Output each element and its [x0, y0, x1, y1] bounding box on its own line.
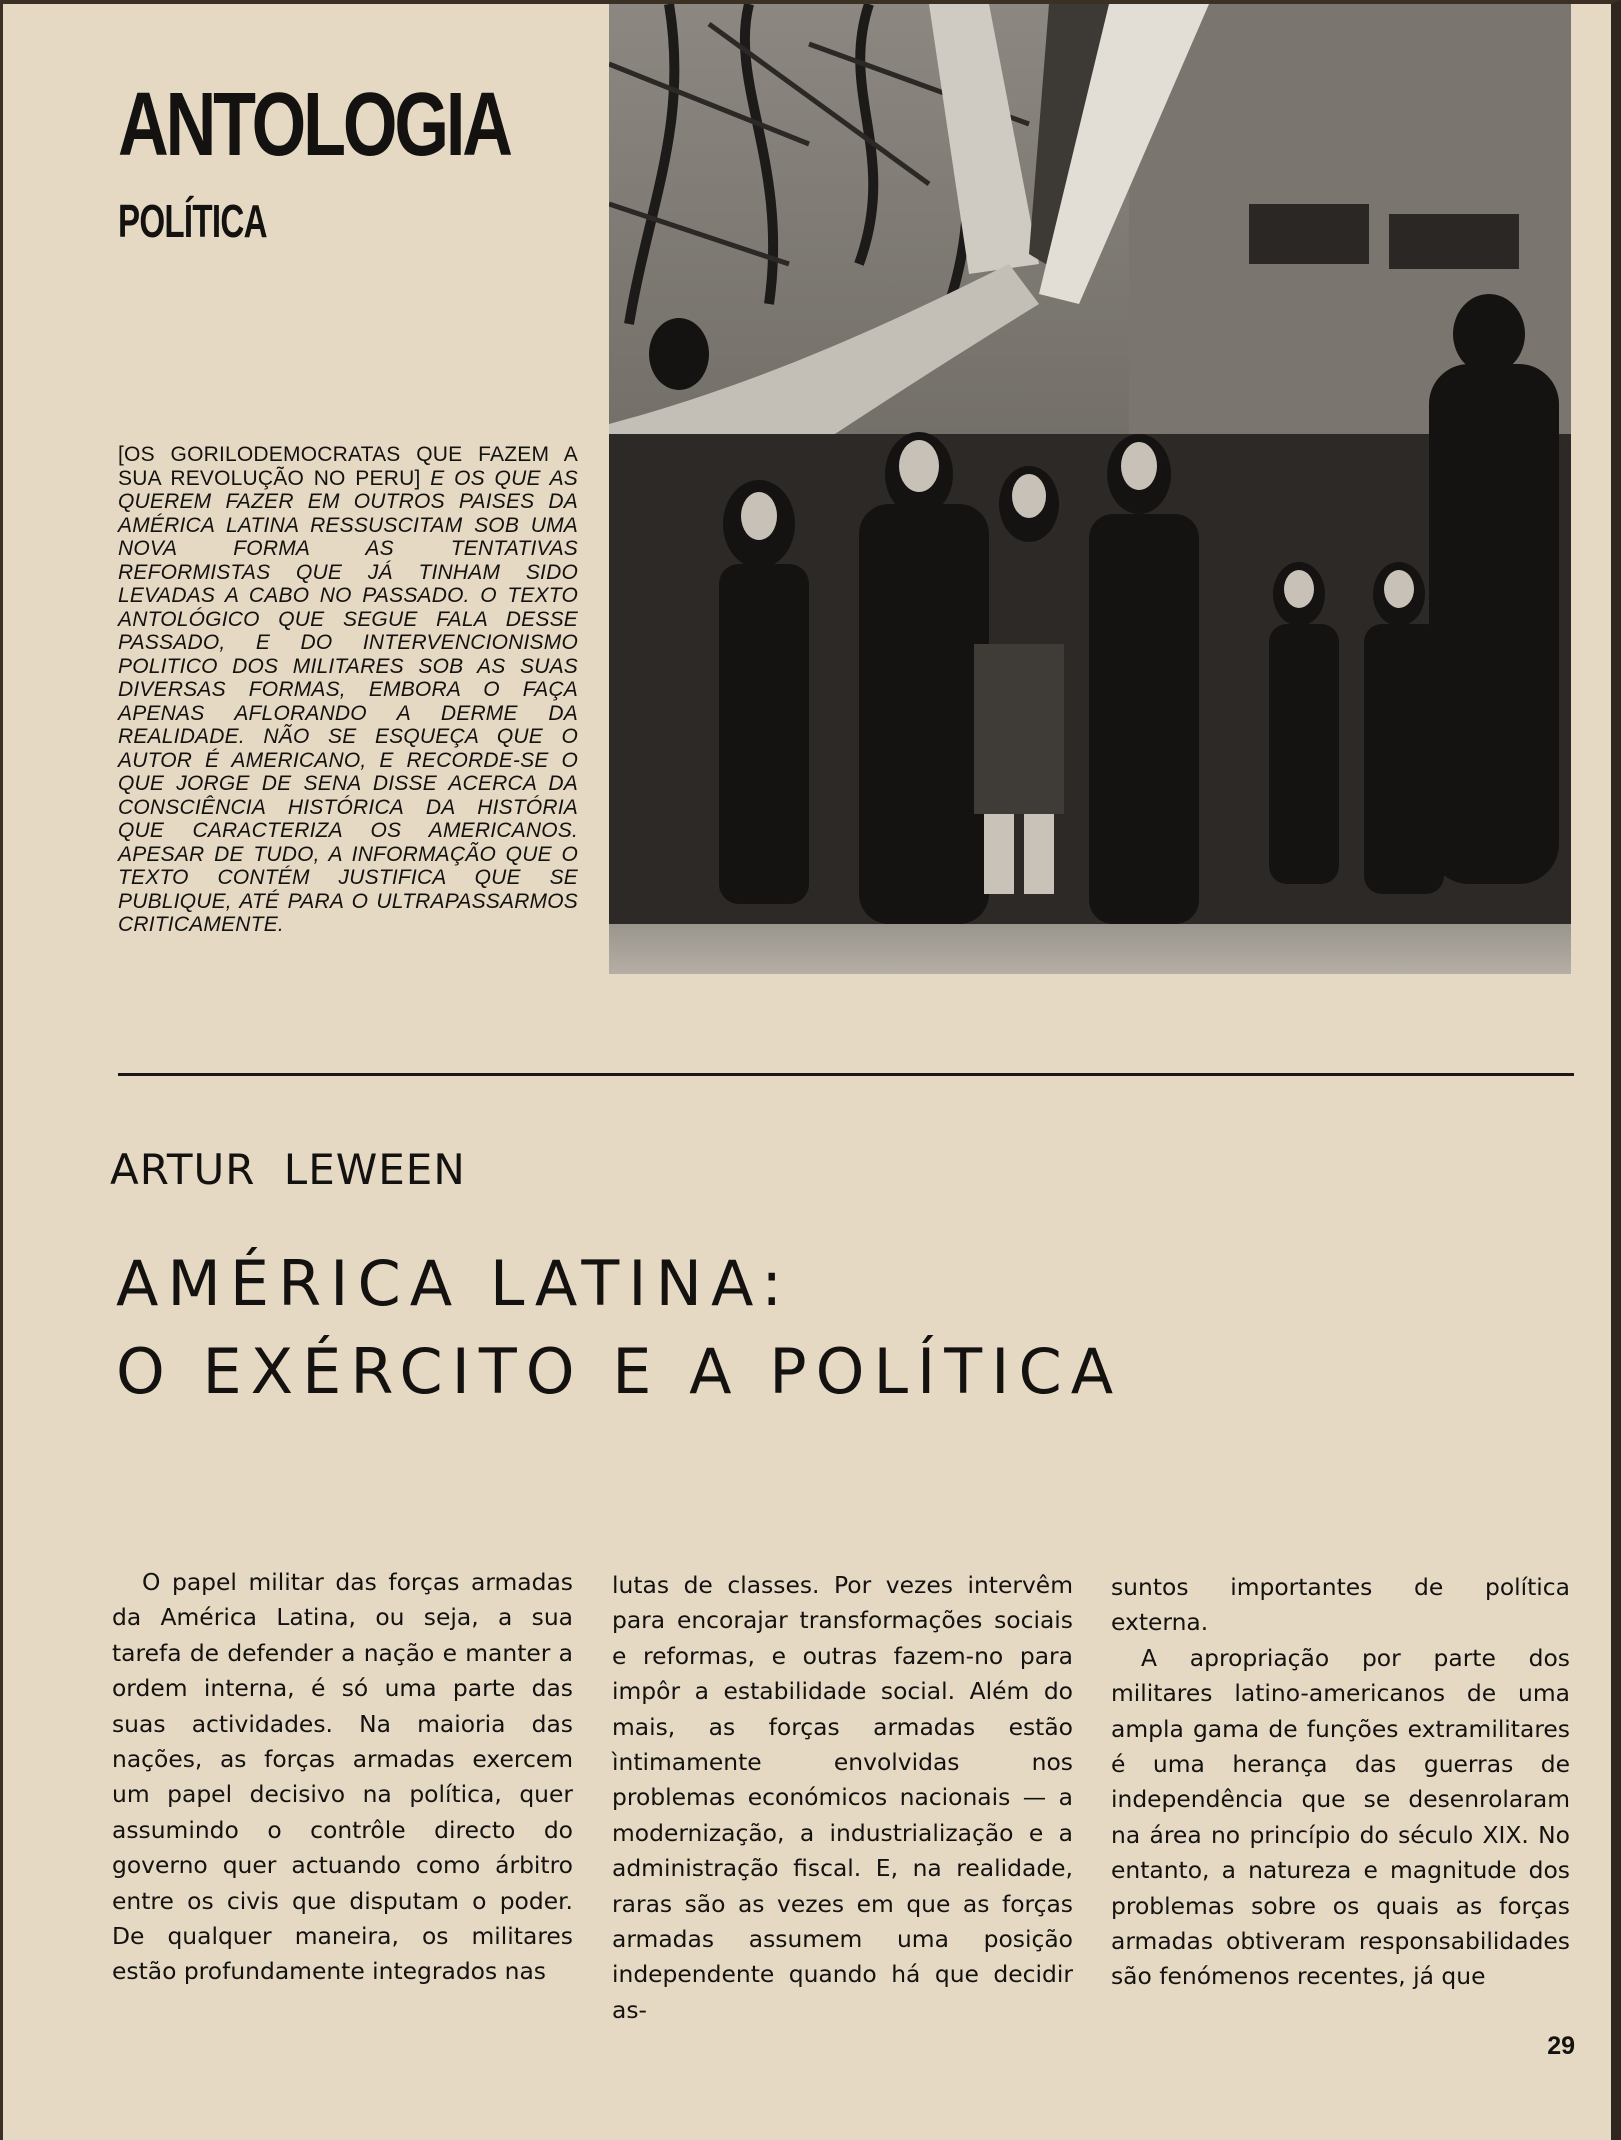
parade-photo: [609, 4, 1571, 974]
headline-line-1: AMÉRICA LATINA:: [116, 1247, 792, 1320]
page-number: 29: [1547, 2032, 1575, 2060]
intro-text: [118, 443, 578, 937]
section-divider: [118, 1073, 1574, 1076]
section-subtitle: POLÍTICA: [118, 195, 267, 247]
author-name: ARTUR LEWEEN: [110, 1145, 466, 1194]
headline-line-2: O EXÉRCITO E A POLÍTICA: [116, 1335, 1123, 1408]
intro-lead: [OS GORILODEMOCRATAS QUE FAZEM A SUA REVOLUÇÃO NO PERU]: [118, 443, 578, 490]
column-3-paragraph-1: suntos importantes de política externa.: [1111, 1573, 1570, 1637]
section-title: ANTOLOGIA: [118, 75, 510, 175]
column-3-paragraph-2: A apropriação por parte dos militares latino-americanos de uma ampla gama de funções extramilitares é uma herança das guerras de independência que se desenrolaram na área no princípio do século XIX. No entanto, a natureza e magnitude dos problemas sobre os quais as forças armadas obtiveram responsabilidades são fenómenos recentes, já que: [1111, 1643, 1570, 1991]
article-headline: [116, 1240, 1316, 1416]
intro-body: E OS QUE AS QUEREM FAZER EM OUTROS PAISES DA AMÉRICA LATINA RESSUSCITAM SOB UMA NOVA FORMA AS TENTATIVAS REFORMISTAS QUE JÁ TINHAM SIDO LEVADAS A CABO NO PASSADO. O TEXTO ANTOLÓGICO QUE SEGUE FALA DESSE PASSADO, E DO INTERVENCIONISMO POLITICO DOS MILITARES SOB AS SUAS DIVERSAS FORMAS, EMBORA O FAÇA APENAS AFLORANDO A DERME DA REALIDADE. NÃO SE ESQUEÇA QUE O AUTOR É AMERICANO, E RECORDE-SE O QUE JORGE DE SENA DISSE ACERCA DA CONSCIÊNCIA HISTÓRICA DA HISTÓRIA QUE CARACTERIZA OS AMERICANOS. APESAR DE TUDO, A INFORMAÇÃO QUE O TEXTO CONTÉM JUSTIFICA QUE SE PUBLIQUE, ATÉ PARA O ULTRAPASSARMOS CRITICAMENTE.: [118, 466, 579, 936]
article-column-2: [612, 1568, 1073, 2028]
article-column-1: [112, 1565, 573, 1990]
column-1-paragraph: O papel militar das forças armadas da América Latina, ou seja, a sua tarefa de defender a nação e manter a ordem interna, é só uma parte das suas actividades. Na maioria das nações, as forças armadas exercem um papel decisivo na política, quer assumindo o contrôle directo do governo quer actuando como árbitro entre os civis que disputam o poder. De qualquer maneira, os militares estão profundamente integrados nas: [112, 1568, 573, 1986]
article-column-3: [1111, 1570, 1570, 1995]
column-2-paragraph: lutas de classes. Por vezes intervêm para encorajar transformações sociais e reformas, e outras fazem-no para impôr a estabilidade social. Além do mais, as forças armadas estão ìntimamente envolvidas nos problemas económicos nacionais — a modernização, a industrialização e a administração fiscal. E, na realidade, raras são as vezes em que as forças armadas assumem uma posição independente quando há que decidir as-: [612, 1571, 1073, 2024]
